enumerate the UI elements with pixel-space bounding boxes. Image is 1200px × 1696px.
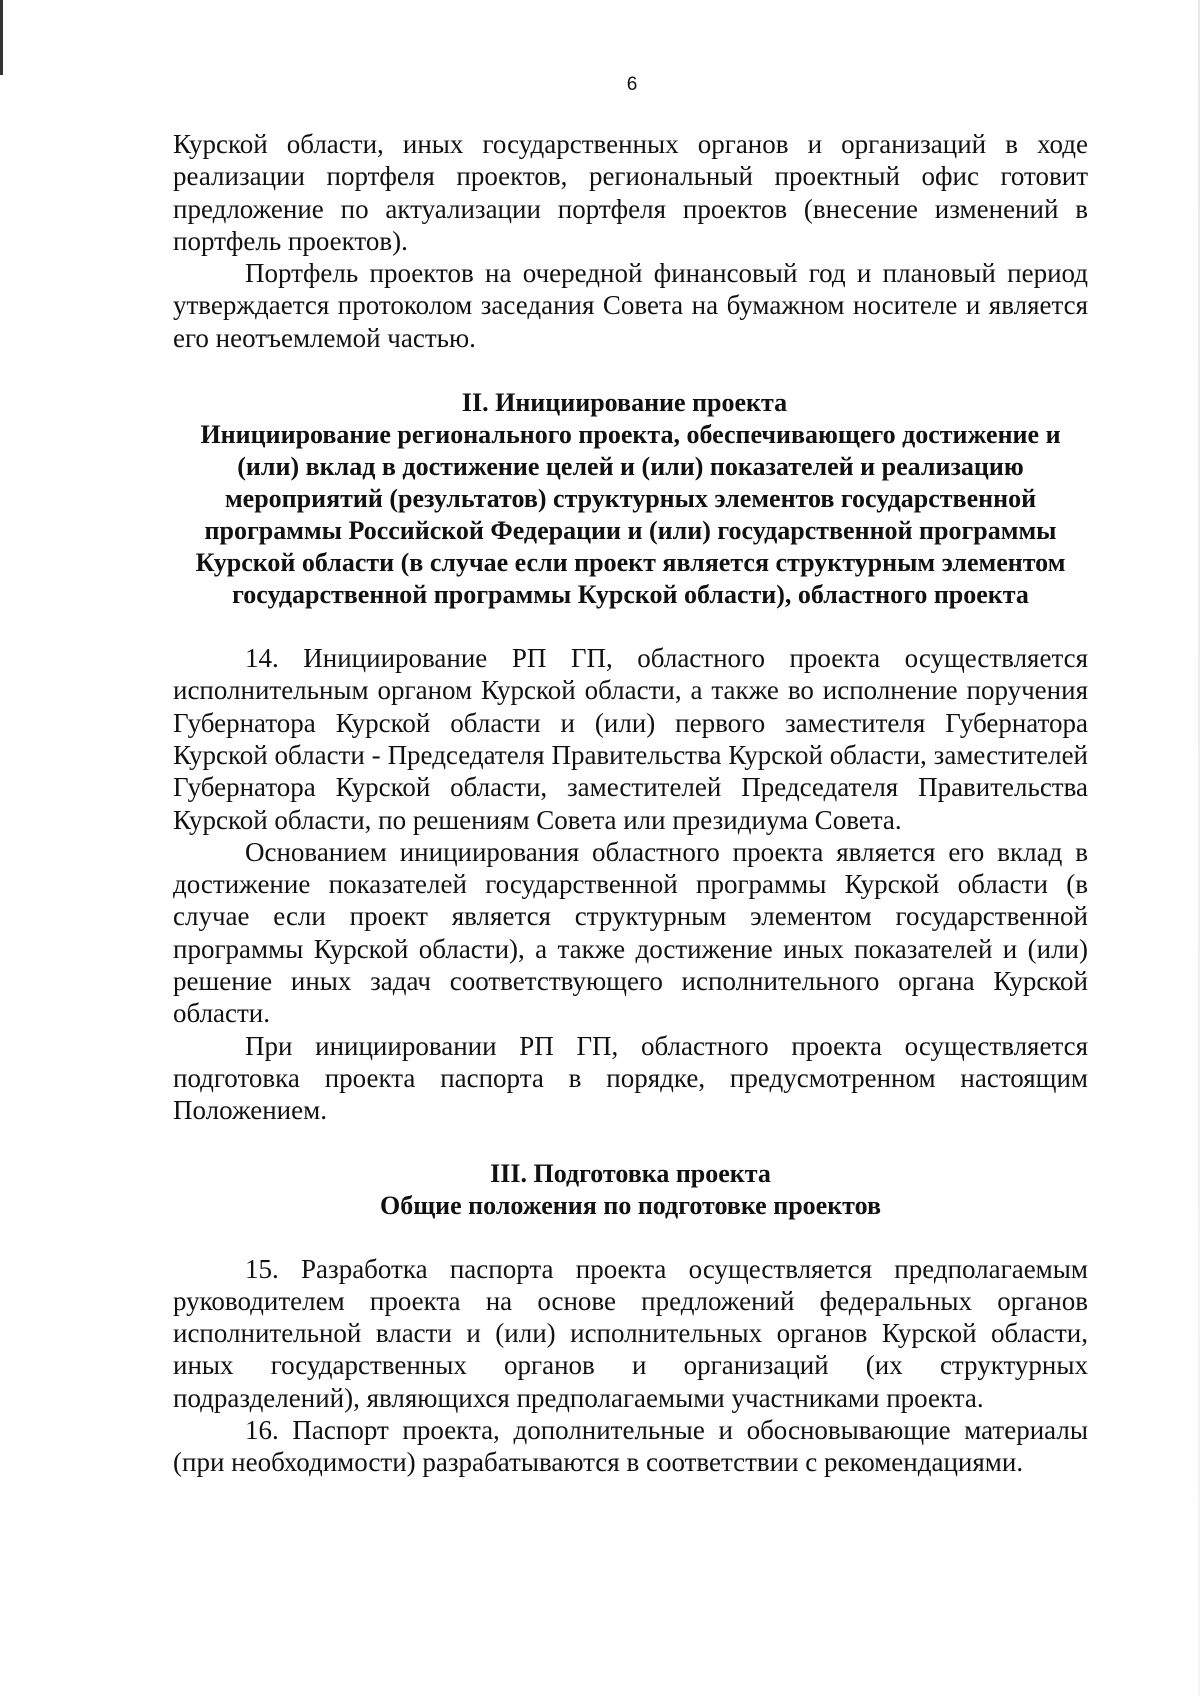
scan-edge-mark [0, 0, 3, 75]
document-body [173, 128, 1088, 1479]
page-number: 6 [626, 74, 638, 95]
paragraph-passport-prep: При инициировании РП ГП, областного проекта осуществляется подготовка проекта паспорта в порядке, предусмотренном настоящим Положением. [173, 1030, 1088, 1126]
paragraph-16: 16. Паспорт проекта, дополнительные и обосновывающие материалы (при необходимости) разрабатываются в соответствии с рекомендациями. [173, 1415, 1088, 1478]
paragraph-14: 14. Инициирование РП ГП, областного проекта осуществляется исполнительным органом Курской области, а также во исполнение поручения Губернатора Курской области и (или) первого заместителя Губернатора Курской области - Председателя Правительства Курской области, заместителей Губернатора Курской области, заместителей Председателя Правительства Курской области, по решениям Совета или президиума Совета. [173, 643, 1088, 835]
paragraph-portfolio: Портфель проектов на очередной финансовый год и плановый период утверждается протоколом заседания Совета на бумажном носителе и является его неотъемлемой частью. [173, 258, 1088, 353]
section-3-subtitle: Общие положения по подготовке проектов [379, 1190, 881, 1220]
section-2-title-text: II. Инициирование проекта [461, 388, 788, 418]
paragraph-15: 15. Разработка паспорта проекта осуществляется предполагаемым руководителем проекта на основе предложений федеральных органов исполнительной власти и (или) исполнительных органов Курской области, иных государственных органов и организаций (их структурных подразделений), являющихся предполагаемыми участниками проекта. [173, 1253, 1088, 1413]
section-2-subtitle: Инициирование регионального проекта, обеспечивающего достижение и (или) вклад в достижение целей и (или) показателей и реализацию мероприятий (результатов) структурных элементов государственной программы Российской Федерации и (или) государственной программы Курской области (в случае если проект является структурным элементом государственной программы Курской области), областного проекта [195, 420, 1066, 610]
paragraph-continuation: Курской области, иных государственных органов и организаций в ходе реализации портфеля проектов, региональный проектный офис готовит предложение по актуализации портфеля проектов (внесение изменений в портфель проектов). [173, 129, 1088, 256]
section-2-title [173, 387, 1088, 419]
section-3-title: III. Подготовка проекта [490, 1158, 771, 1188]
paragraph-basis: Основанием инициирования областного проекта является его вклад в достижение показателей государственной программы Курской области (в случае если проект является структурным элементом государственной программы Курской области), а также достижение иных показателей и (или) решение иных задач соответствующего исполнительного органа Курской области. [173, 836, 1088, 1029]
